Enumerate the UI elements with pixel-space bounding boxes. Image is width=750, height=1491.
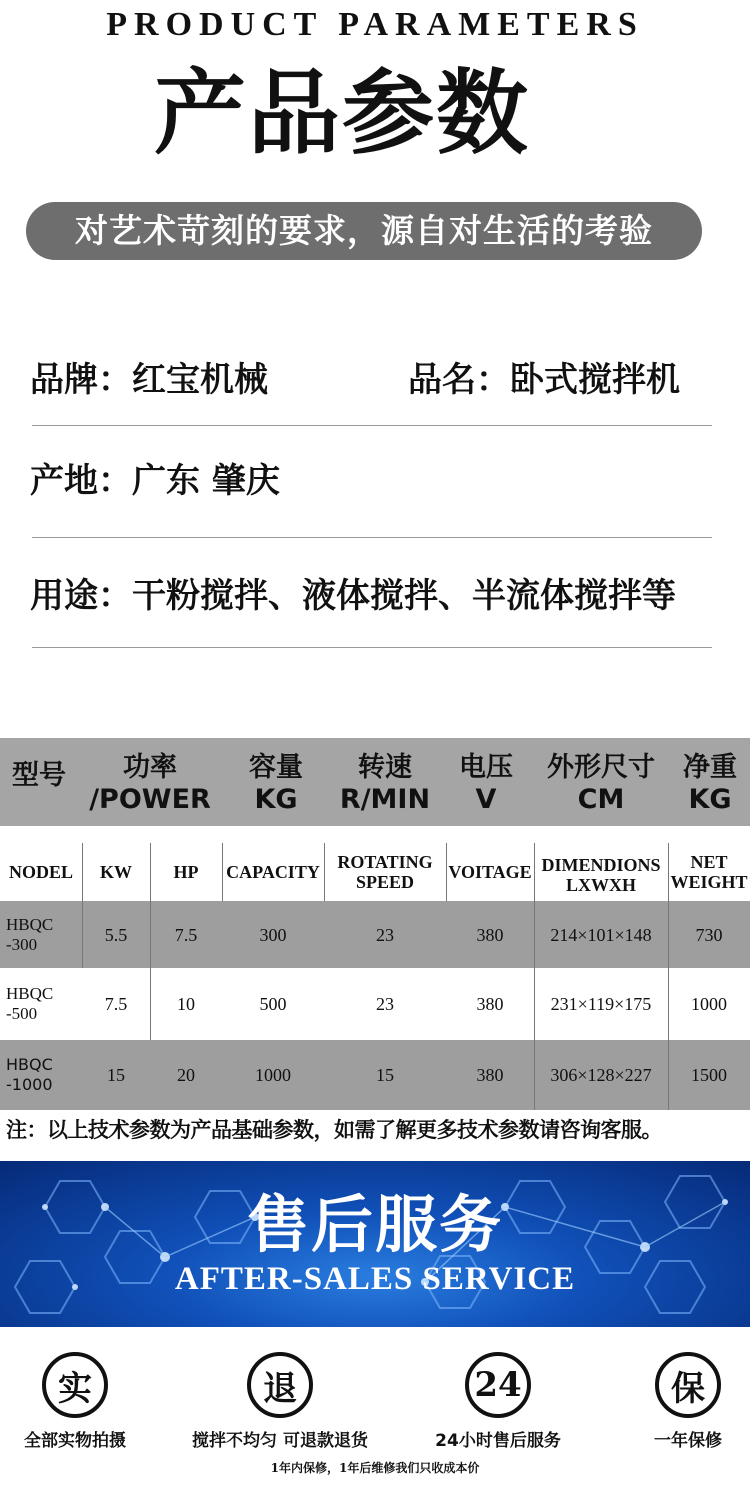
english-title: PRODUCT PARAMETERS [106,6,644,43]
slogan-banner: 对艺术苛刻的要求，源自对生活的考验 [26,202,702,260]
bao-badge-icon: 保 [655,1352,721,1418]
subheader-speed-line1: ROTATING [337,852,433,872]
model-line1: HBQC [6,984,54,1003]
table-row [0,968,750,1040]
column-divider [324,843,325,901]
brand-text: 品牌：红宝机械 [30,360,268,400]
header-voltage [446,752,526,816]
divider [32,537,712,538]
after-sales-banner [0,1161,750,1327]
header-dimensions-cn: 外形尺寸 [547,752,655,783]
table-header [0,738,750,826]
product-name-text: 品名：卧式搅拌机 [408,360,680,400]
service-item-refund [190,1352,370,1451]
table-row [0,901,750,968]
24h-badge-icon: 24 [465,1352,531,1418]
column-divider [668,843,669,1110]
subheader-hp: HP [173,862,199,882]
after-sales-subtitle: AFTER-SALES SERVICE [174,1261,576,1297]
subheader-dimensions [534,843,668,901]
model-line2: -500 [6,1004,38,1023]
model-line1: HBQC [6,1055,53,1074]
service-item-warranty [588,1352,750,1451]
subheader-speed [324,843,446,901]
cell-hp: 10 [177,994,195,1014]
note-text: 注：以上技术参数为产品基础参数，如需了解更多技术参数请咨询客服。 [6,1117,662,1142]
cell-kw: 5.5 [104,924,128,945]
subheader-speed-line2: SPEED [355,872,415,892]
header-model: 型号 [12,760,66,791]
column-divider [82,843,83,968]
cell-voltage: 380 [476,994,504,1014]
header-weight-cn: 净重 [683,752,737,783]
cell-hp: 7.5 [174,924,198,945]
subheader-weight [668,843,750,901]
column-divider [150,843,151,1040]
cell-kw: 7.5 [104,994,128,1014]
service-label: 24小时售后服务 [435,1431,561,1451]
column-divider [222,843,223,901]
cell-model [6,968,82,1040]
header-dimensions-en: CM [577,784,625,815]
header-weight-en: KG [688,784,732,815]
cell-speed: 23 [376,924,394,945]
page-title: 产品参数 [153,59,530,167]
header-voltage-cn: 电压 [459,752,513,783]
cell-dimensions: 306×128×227 [550,1065,652,1085]
service-label: 一年保修 [654,1431,722,1451]
service-label: 搅拌不均匀 可退款退货 [192,1431,368,1451]
header-speed-en: R/MIN [339,784,431,815]
cell-kw: 15 [107,1065,125,1085]
service-item-24h [398,1352,598,1451]
cell-voltage: 380 [476,1065,504,1085]
header-speed-cn: 转速 [358,752,412,783]
subheader-capacity: CAPACITY [226,862,320,882]
cell-speed: 23 [376,994,394,1014]
cell-voltage: 380 [476,924,504,945]
header-power-en: /POWER [89,784,211,815]
header-capacity-en: KG [254,784,298,815]
cell-capacity: 1000 [255,1065,291,1085]
cell-dimensions: 214×101×148 [550,924,652,945]
model-line2: -1000 [6,1075,53,1094]
subheader-weight-line1: NET [690,852,728,872]
shi-badge-icon: 实 [42,1352,108,1418]
header-speed [330,752,440,816]
service-label: 全部实物拍摄 [24,1431,126,1451]
service-item-real-photo [0,1352,175,1451]
origin-text: 产地：广东 肇庆 [30,461,280,501]
column-divider [534,843,535,1110]
cell-weight: 730 [695,924,723,945]
divider [32,647,712,648]
header-voltage-en: V [475,784,497,815]
subheader-voltage: VOITAGE [448,862,532,882]
subheader-dimensions-line2: LXWXH [565,875,636,895]
column-divider [446,843,447,901]
header-capacity-cn: 容量 [249,752,303,783]
subheader-dimensions-line1: DIMENDIONS [541,855,661,875]
cell-weight: 1000 [691,994,727,1014]
divider [32,425,712,426]
usage-text: 用途：干粉搅拌、液体搅拌、半流体搅拌等 [30,576,676,616]
header-power [80,752,220,816]
tui-badge-icon: 退 [247,1352,313,1418]
warranty-footnote: 1年内保修，1年后维修我们只收成本价 [270,1461,480,1475]
table-subheader [0,843,750,901]
model-line2: -300 [6,934,38,954]
header-power-cn: 功率 [123,752,177,783]
after-sales-title: 售后服务 [246,1188,503,1261]
subheader-kw: KW [99,862,132,882]
header-capacity [226,752,326,816]
cell-capacity: 300 [259,924,287,945]
cell-weight: 1500 [691,1065,727,1085]
cell-dimensions: 231×119×175 [550,994,652,1014]
subheader-weight-line2: WEIGHT [670,872,748,892]
cell-model [6,901,82,968]
header-dimensions [534,752,668,816]
cell-hp: 20 [177,1065,195,1085]
header-weight [672,752,748,816]
model-line1: HBQC [6,914,54,934]
cell-capacity: 500 [259,994,287,1014]
cell-model [6,1040,82,1110]
cell-speed: 15 [376,1065,394,1085]
subheader-model: NODEL [8,862,73,882]
table-row [0,1040,750,1110]
